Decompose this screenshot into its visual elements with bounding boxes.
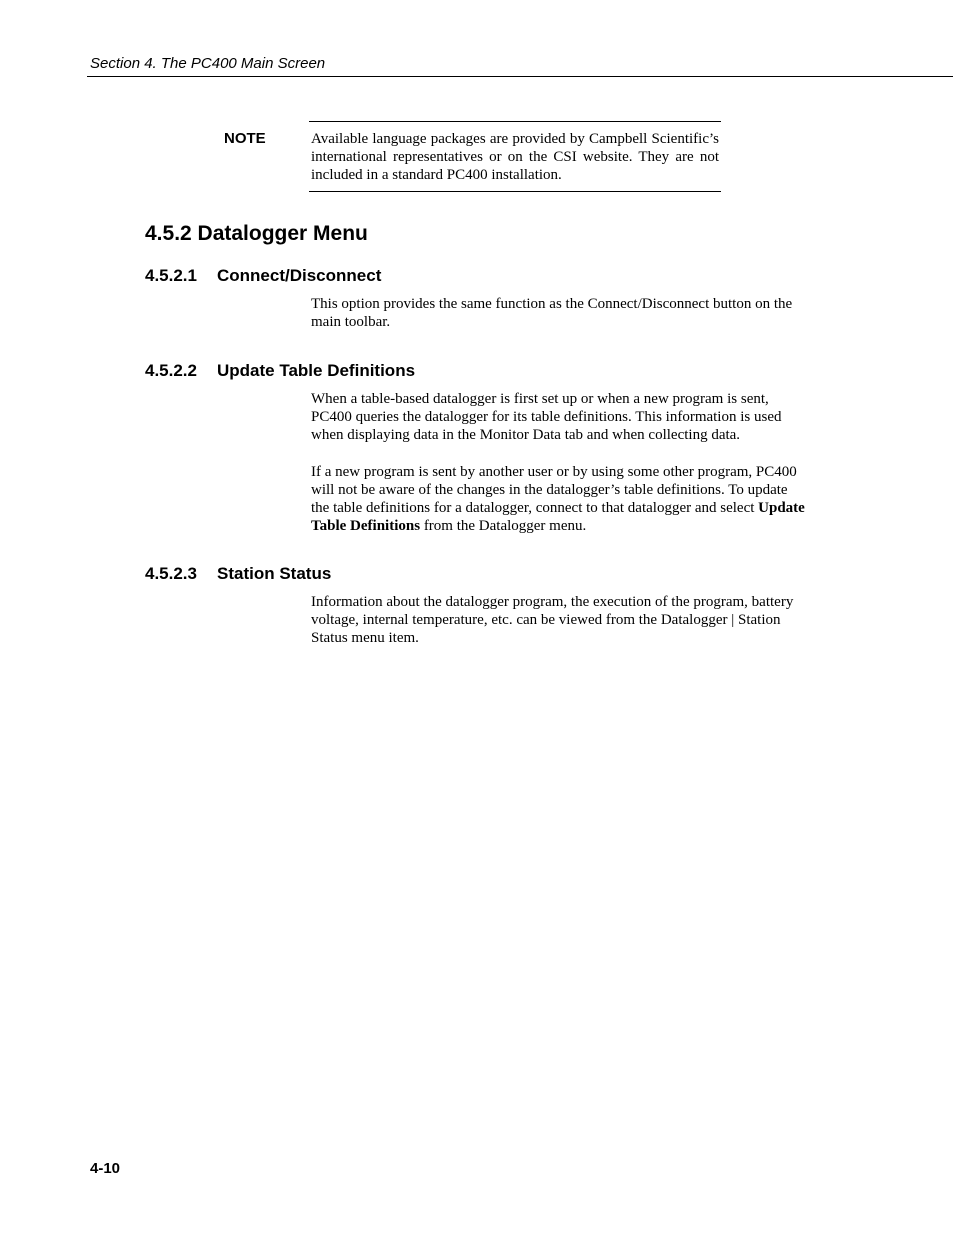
connect-paragraph: This option provides the same function as the Connect/Disconnect button on the main toolbar.	[311, 296, 793, 330]
station-status-paragraph: Information about the datalogger program, the execution of the program, battery voltage, internal temperature, etc. can be viewed from the Datalogger | Station Status menu item.	[311, 594, 794, 646]
subsection-heading-update-table	[145, 361, 415, 381]
subsection-number: 4.5.2.3	[145, 564, 197, 583]
paragraph-text: If a new program is sent by another user or by using some other program, PC400 will not be aware of the changes in the datalogger’s table definitions. To update the table definitions for a datalogger, connect to that datalogger and select	[311, 464, 797, 516]
subsection-heading-connect	[145, 266, 381, 286]
note-label: NOTE	[224, 130, 266, 147]
running-header: Section 4. The PC400 Main Screen	[90, 55, 326, 72]
update-table-paragraph-1: When a table-based datalogger is first set up or when a new program is sent, PC400 queries the datalogger for its table definitions. This information is used when displaying data in the Monitor Data tab and when collecting data.	[311, 391, 782, 443]
paragraph-text: from the Datalogger menu.	[420, 518, 587, 534]
subsection-title: Connect/Disconnect	[217, 266, 382, 285]
update-table-paragraph-2	[311, 463, 807, 535]
menu-item-reference: Update Table Definitions	[311, 500, 805, 534]
note-text: Available language packages are provided by Campbell Scientific’s international representatives or on the CSI website. They are not included in a standard PC400 installation.	[311, 131, 719, 183]
page-number: 4-10	[90, 1160, 121, 1177]
note-box	[309, 121, 721, 192]
subsection-title: Station Status	[217, 564, 332, 583]
subsection-title: Update Table Definitions	[217, 361, 416, 380]
subsection-number: 4.5.2.2	[145, 361, 197, 380]
header-rule	[87, 76, 953, 77]
subsection-number: 4.5.2.1	[145, 266, 197, 285]
subsection-heading-station-status	[145, 564, 331, 584]
section-heading: 4.5.2 Datalogger Menu	[145, 222, 368, 245]
